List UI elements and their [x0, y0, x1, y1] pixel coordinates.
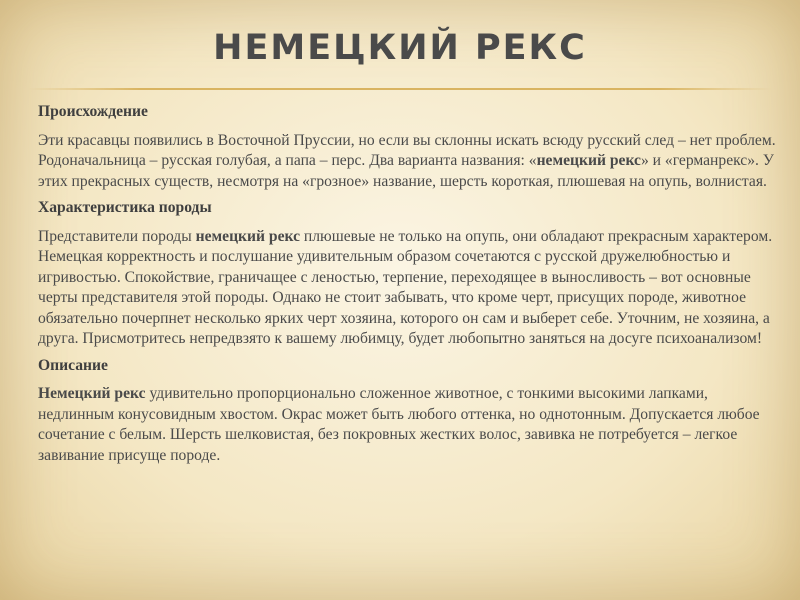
- section-heading-description: Описание: [38, 356, 108, 374]
- description-breed-name: Немецкий рекс: [38, 385, 146, 402]
- section-text-characteristics: [38, 227, 778, 350]
- slide-title: НЕМЕЦКИЙ РЕКС: [213, 28, 587, 68]
- section-text-origin: [38, 131, 778, 193]
- characteristics-text-end: плюшевые не только на опупь, они обладают прекрасным характером. Немецкая корректность и послушание удивительным образом сочетаются с русской дружелюбностью и игривостью. Спокойствие, граничащее с леностью, терпение, переходящее в выносливость – вот основные черты представителя этой породы. Однако не стоит забывать, что кроме черт, присущих породе, животное обязательно почерпнет несколько ярких черт хозяина, которого он сам и выберет себе. Уточним, не хозяина, а друга. Присмотритесь непредвзято к вашему любимцу, будет любопытно заняться на досуге психоанализом!: [38, 227, 773, 347]
- origin-text-end: » и «германрекс». У этих прекрасных существ, несмотря на «грозное» название, шерсть короткая, плюшевая на опупь, волнистая.: [38, 152, 774, 190]
- origin-text-start: Эти красавцы появились в Восточной Пруссии, но если вы склонны искать всюду русский след – нет проблем. Родоначальница – русская голубая, а папа – перс. Два варианта названия: «: [38, 131, 776, 169]
- section-heading-characteristics: Характеристика породы: [38, 199, 212, 216]
- characteristics-text-start: Представители породы: [38, 227, 196, 245]
- slide-content: [38, 102, 778, 472]
- description-text-end: удивительно пропорционально сложенное животное, с тонкими высокими лапками, недлинным конусовидным хвостом. Окрас может быть любого оттенка, но однотонным. Допускается любое сочетание с белым. Шерсть шелковистая, без покровных жестких волос, завивка не потребуется – легкое завивание присуще породе.: [38, 385, 760, 464]
- characteristics-breed-name: немецкий рекс: [195, 227, 301, 245]
- section-heading-origin: Происхождение: [38, 103, 148, 120]
- section-text-description: [38, 384, 778, 466]
- origin-breed-name: немецкий рекс: [536, 152, 641, 169]
- title-divider: [28, 88, 772, 90]
